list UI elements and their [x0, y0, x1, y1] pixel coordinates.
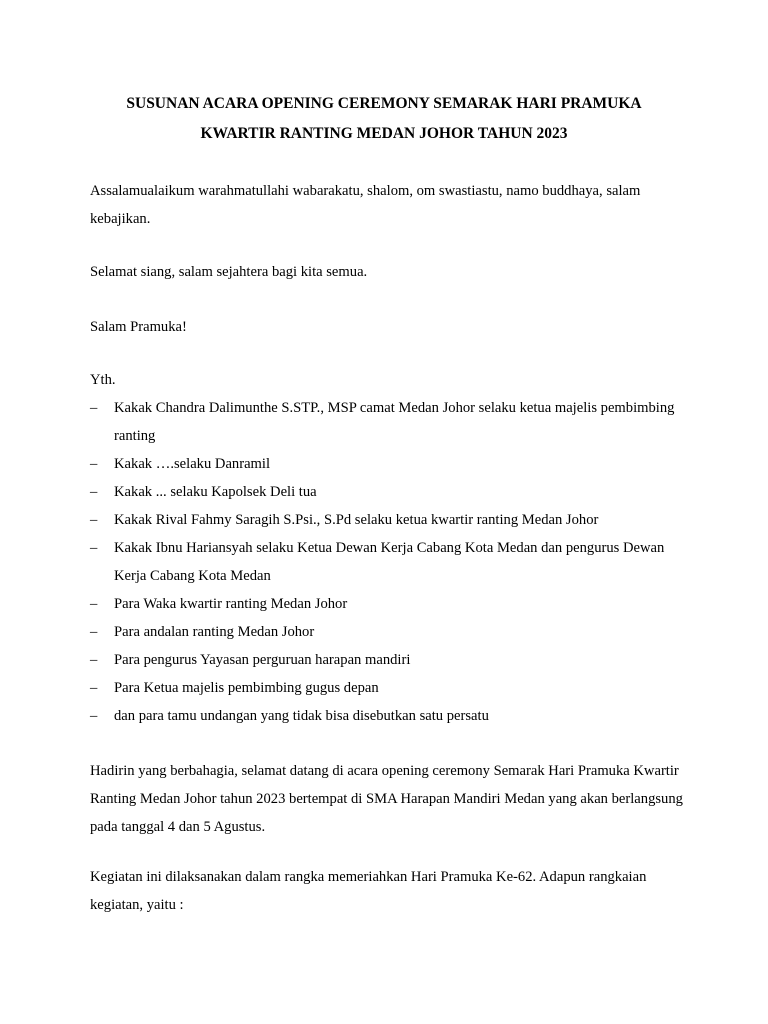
list-item-text: Para andalan ranting Medan Johor: [114, 624, 315, 640]
list-item-text: Kakak Rival Fahmy Saragih S.Psi., S.Pd selaku ketua kwartir ranting Medan Johor: [114, 512, 599, 528]
dash-bullet: –: [90, 680, 98, 696]
document-title-line-2: KWARTIR RANTING MEDAN JOHOR TAHUN 2023: [200, 125, 568, 142]
dash-bullet: –: [90, 484, 98, 500]
list-item-text: dan para tamu undangan yang tidak bisa disebutkan satu persatu: [114, 708, 489, 724]
list-item: [90, 450, 690, 478]
list-item: [90, 702, 690, 730]
list-item-text: Para Ketua majelis pembimbing gugus depan: [114, 680, 379, 696]
greeting-paragraph: Assalamualaikum warahmatullahi wabarakatu, shalom, om swastiastu, namo buddhaya, salam kebajikan.: [90, 183, 641, 227]
kegiatan-paragraph: Kegiatan ini dilaksanakan dalam rangka memeriahkan Hari Pramuka Ke-62. Adapun rangkaian kegiatan, yaitu :: [90, 869, 647, 913]
list-item: [90, 590, 690, 618]
hadirin-paragraph: Hadirin yang berbahagia, selamat datang di acara opening ceremony Semarak Hari Pramuka Kwartir Ranting Medan Johor tahun 2023 bertempat di SMA Harapan Mandiri Medan yang akan berlangsung pada tanggal 4 dan 5 Agustus.: [90, 763, 683, 835]
dash-bullet: –: [90, 512, 98, 528]
dash-bullet: –: [90, 624, 98, 640]
dash-bullet: –: [90, 456, 98, 472]
salam-pramuka-paragraph: Salam Pramuka!: [90, 319, 187, 335]
list-item: [90, 618, 690, 646]
list-item-text: Kakak Chandra Dalimunthe S.STP., MSP camat Medan Johor selaku ketua majelis pembimbing ranting: [114, 400, 675, 444]
list-item: [90, 506, 690, 534]
addressee-list: [90, 394, 690, 730]
yth-label: Yth.: [90, 372, 116, 388]
list-item: [90, 534, 690, 590]
list-item-text: Para Waka kwartir ranting Medan Johor: [114, 596, 348, 612]
dash-bullet: –: [90, 540, 98, 556]
selamat-siang-paragraph: Selamat siang, salam sejahtera bagi kita semua.: [90, 264, 368, 280]
list-item: [90, 478, 690, 506]
dash-bullet: –: [90, 400, 98, 416]
list-item-text: Kakak Ibnu Hariansyah selaku Ketua Dewan Kerja Cabang Kota Medan dan pengurus Dewan Kerja Cabang Kota Medan: [114, 540, 665, 584]
list-item: [90, 394, 690, 450]
list-item-text: Para pengurus Yayasan perguruan harapan mandiri: [114, 652, 411, 668]
document-title-line-1: SUSUNAN ACARA OPENING CEREMONY SEMARAK HARI PRAMUKA: [126, 95, 642, 112]
dash-bullet: –: [90, 652, 98, 668]
dash-bullet: –: [90, 596, 98, 612]
list-item-text: Kakak ... selaku Kapolsek Deli tua: [114, 484, 317, 500]
list-item: [90, 646, 690, 674]
list-item-text: Kakak ….selaku Danramil: [114, 456, 271, 472]
dash-bullet: –: [90, 708, 98, 724]
list-item: [90, 674, 690, 702]
